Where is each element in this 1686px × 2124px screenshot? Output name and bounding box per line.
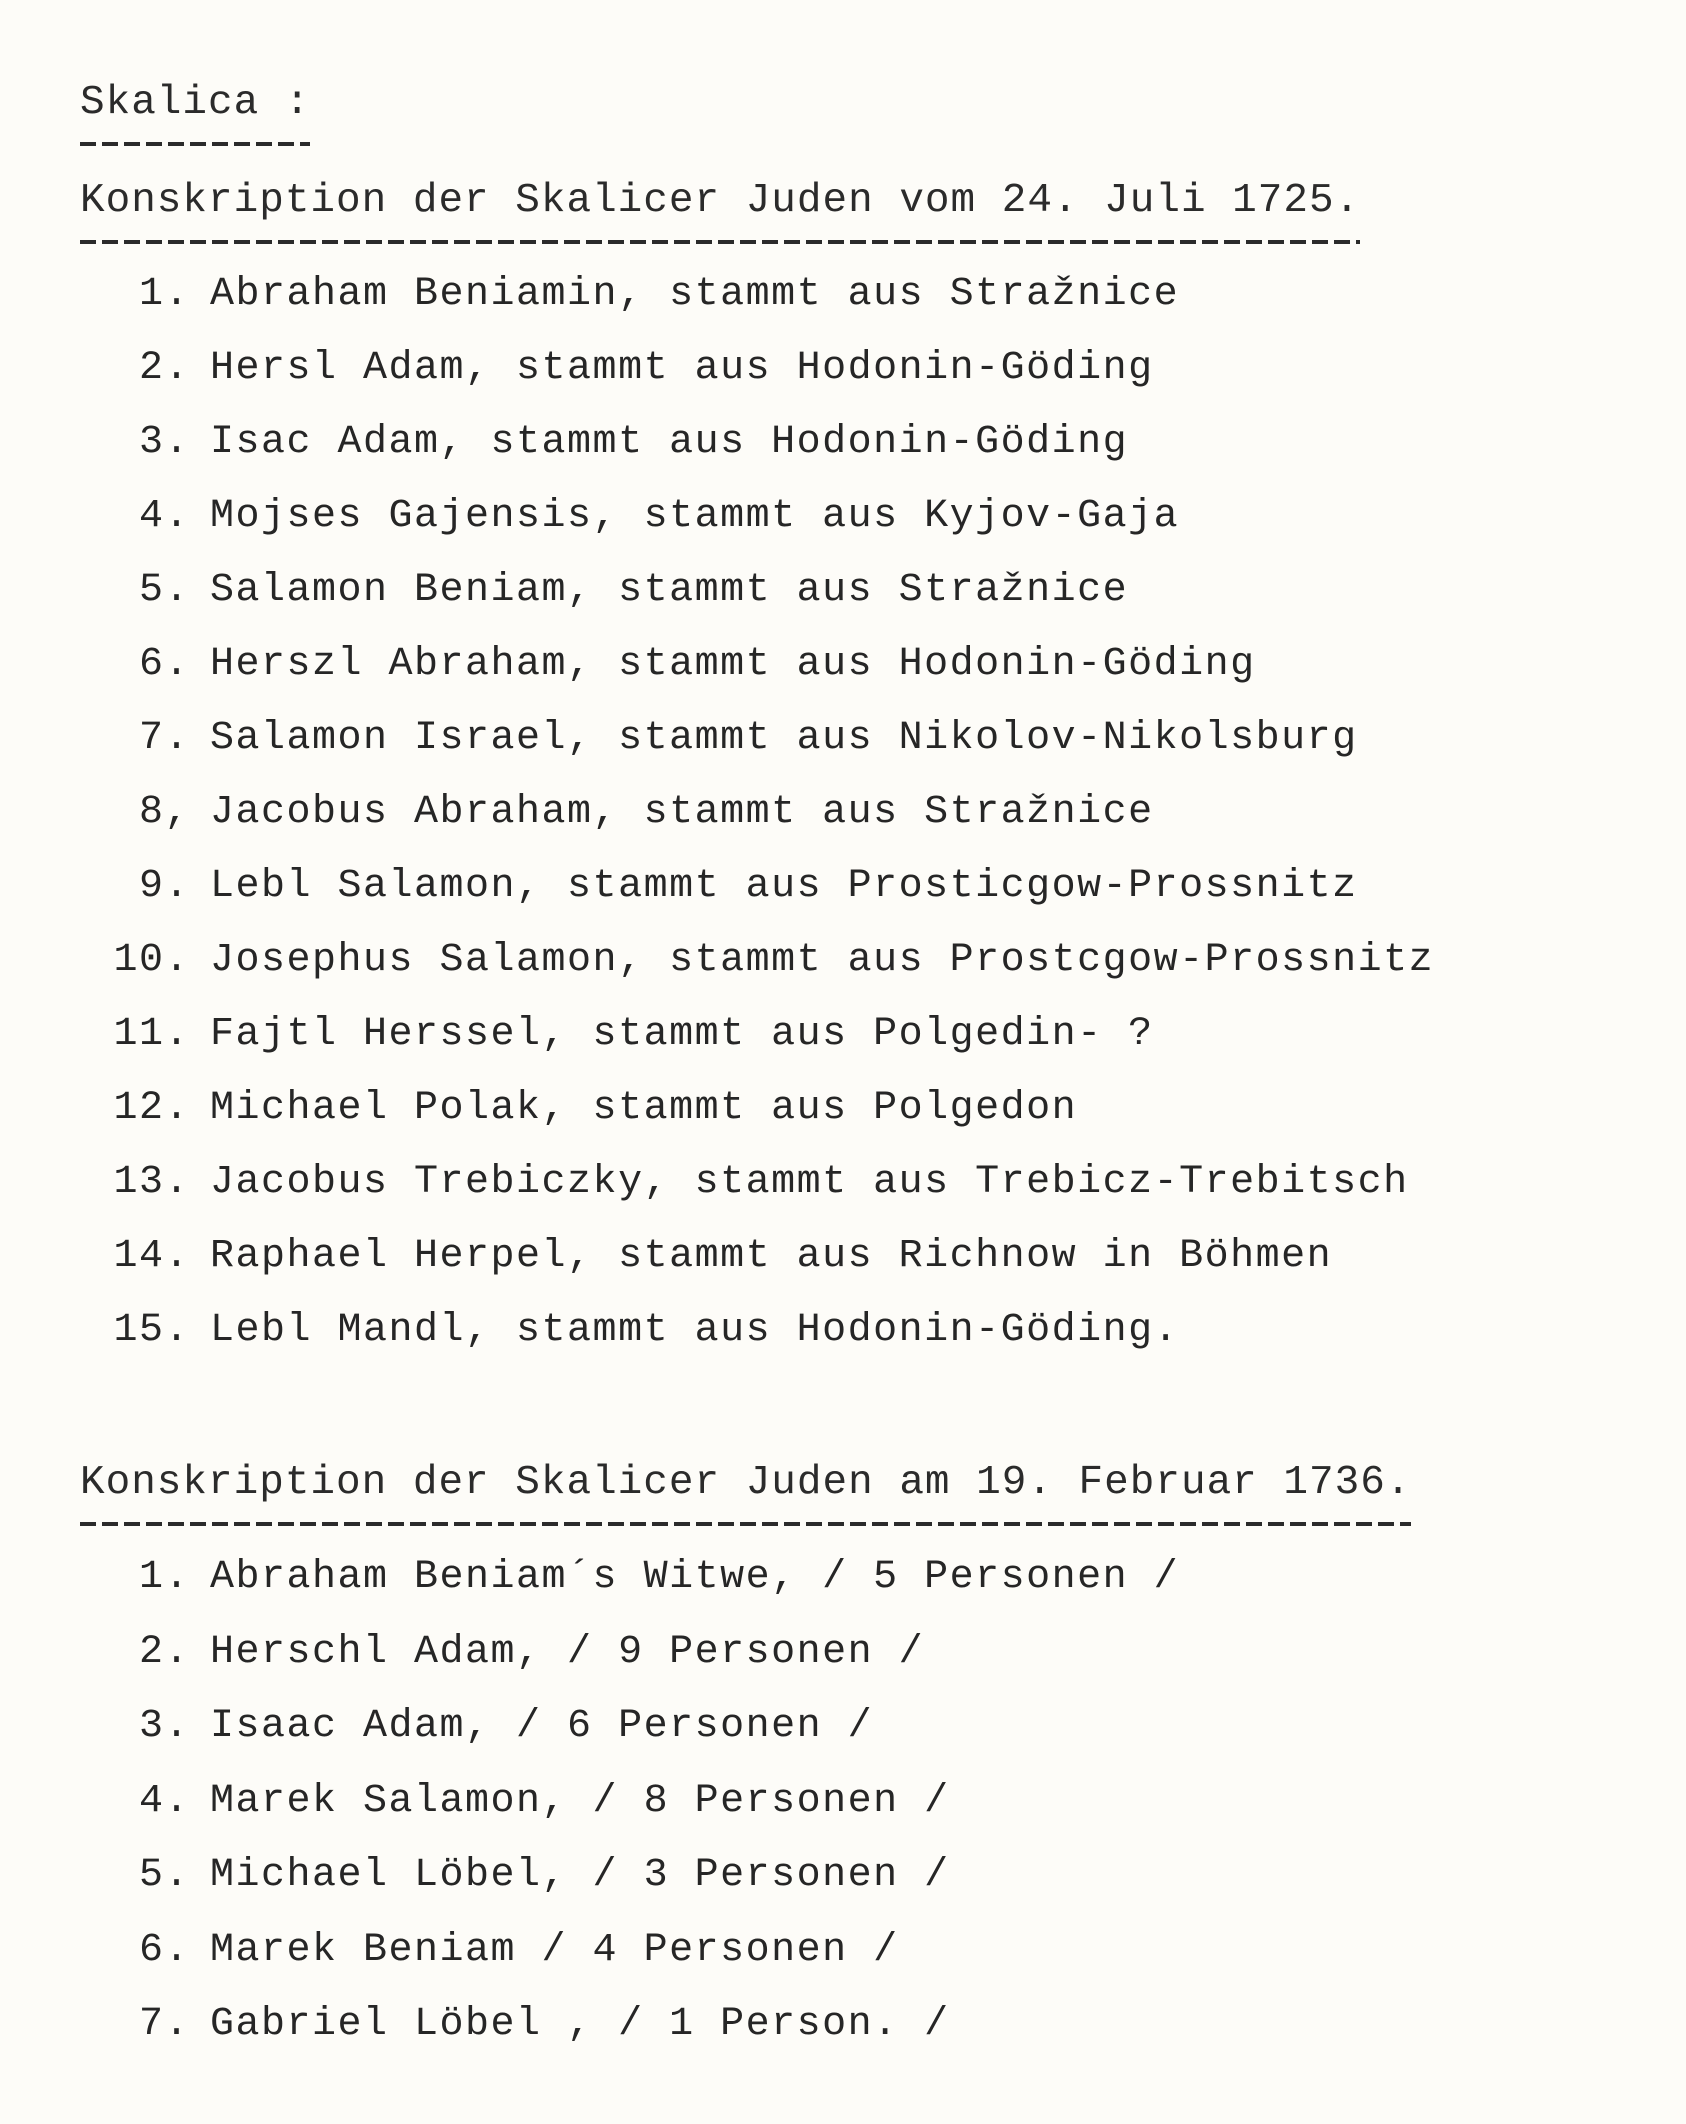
list-item: [80, 1853, 1179, 1928]
list-item: [80, 716, 1434, 790]
entry-text: Herszl Abraham, stammt aus Hodonin-Göding: [210, 642, 1256, 687]
list-item: [80, 1555, 1179, 1630]
list-item: [80, 568, 1434, 642]
section-title-text: Konskription der Skalicer Juden am 19. Februar 1736.: [80, 1460, 1412, 1506]
entry-number: 1.: [138, 272, 190, 317]
list-item: [80, 864, 1434, 938]
entry-number: 2.: [138, 346, 190, 391]
list-item: [80, 1234, 1434, 1308]
heading-underline: [80, 142, 310, 146]
entry-text: Jacobus Abraham, stammt aus Stražnice: [210, 790, 1154, 835]
list-item: [80, 420, 1434, 494]
entry-text: Gabriel Löbel , / 1 Person. /: [210, 2002, 950, 2047]
entry-number: 3.: [138, 1704, 190, 1749]
entry-number: 13.: [113, 1160, 190, 1205]
list-item: [80, 1086, 1434, 1160]
list-item: [80, 1160, 1434, 1234]
entry-number: 4.: [138, 494, 190, 539]
list-item: [80, 1779, 1179, 1854]
entry-text: Marek Beniam / 4 Personen /: [210, 1927, 899, 1973]
entry-number: 4.: [138, 1778, 190, 1824]
list-item: [80, 1704, 1179, 1779]
entry-text: Isaac Adam, / 6 Personen /: [210, 1704, 874, 1749]
entry-text: Michael Polak, stammt aus Polgedon: [210, 1086, 1078, 1131]
entry-number: 1.: [138, 1555, 190, 1600]
entry-number: 5.: [138, 1853, 190, 1898]
list-item: [80, 272, 1434, 346]
list-item: [80, 346, 1434, 420]
entry-number: 2.: [138, 1629, 190, 1675]
entry-text: Salamon Israel, stammt aus Nikolov-Nikolsburg: [210, 716, 1358, 761]
section-title-1736: [80, 1460, 1411, 1506]
list-item: [80, 1308, 1434, 1382]
list-item: [80, 1012, 1434, 1086]
entry-number: 8,: [138, 790, 190, 835]
list-item: [80, 1630, 1179, 1705]
entry-number: 3.: [138, 420, 190, 465]
entry-number: 7.: [138, 2002, 190, 2047]
list-item: [80, 790, 1434, 864]
entry-number: 14.: [113, 1234, 190, 1279]
entry-number: 7.: [138, 716, 190, 761]
place-heading-text: Skalica :: [80, 80, 311, 126]
entry-number: 6.: [138, 1927, 190, 1973]
entry-text: Michael Löbel, / 3 Personen /: [210, 1853, 950, 1898]
entry-text: Herschl Adam, / 9 Personen /: [210, 1629, 925, 1675]
entry-text: Lebl Mandl, stammt aus Hodonin-Göding.: [210, 1308, 1180, 1353]
entry-text: Isac Adam, stammt aus Hodonin-Göding: [210, 420, 1129, 465]
heading-underline: [80, 240, 1360, 244]
conscription-list-1736: [80, 1555, 1179, 2077]
entry-text: Abraham Beniam´s Witwe, / 5 Personen /: [210, 1555, 1180, 1600]
entry-text: Marek Salamon, / 8 Personen /: [210, 1778, 950, 1824]
entry-number: 12.: [113, 1086, 190, 1131]
entry-text: Abraham Beniamin, stammt aus Stražnice: [210, 272, 1180, 317]
section-title-text: Konskription der Skalicer Juden vom 24. Juli 1725.: [80, 178, 1361, 224]
entry-text: Jacobus Trebiczky, stammt aus Trebicz-Trebitsch: [210, 1160, 1409, 1205]
list-item: [80, 494, 1434, 568]
entry-text: Raphael Herpel, stammt aus Richnow in Böhmen: [210, 1234, 1333, 1279]
entry-number: 6.: [138, 642, 190, 687]
list-item: [80, 1928, 1179, 2003]
entry-text: Fajtl Herssel, stammt aus Polgedin- ?: [210, 1012, 1154, 1057]
list-item: [80, 938, 1434, 1012]
conscription-list-1725: [80, 272, 1434, 1382]
list-item: [80, 2002, 1179, 2077]
place-heading: [80, 80, 310, 126]
entry-number: 15.: [113, 1308, 190, 1353]
entry-text: Josephus Salamon, stammt aus Prostcgow-Prossnitz: [210, 938, 1435, 983]
entry-number: 10.: [113, 938, 190, 983]
heading-underline: [80, 1522, 1411, 1526]
entry-text: Mojses Gajensis, stammt aus Kyjov-Gaja: [210, 494, 1180, 539]
entry-number: 5.: [138, 568, 190, 613]
list-item: [80, 642, 1434, 716]
entry-text: Lebl Salamon, stammt aus Prosticgow-Prossnitz: [210, 864, 1358, 909]
entry-number: 11.: [113, 1012, 190, 1057]
section-title-1725: [80, 178, 1360, 224]
entry-text: Salamon Beniam, stammt aus Stražnice: [210, 568, 1129, 613]
entry-text: Hersl Adam, stammt aus Hodonin-Göding: [210, 346, 1154, 391]
entry-number: 9.: [138, 864, 190, 909]
